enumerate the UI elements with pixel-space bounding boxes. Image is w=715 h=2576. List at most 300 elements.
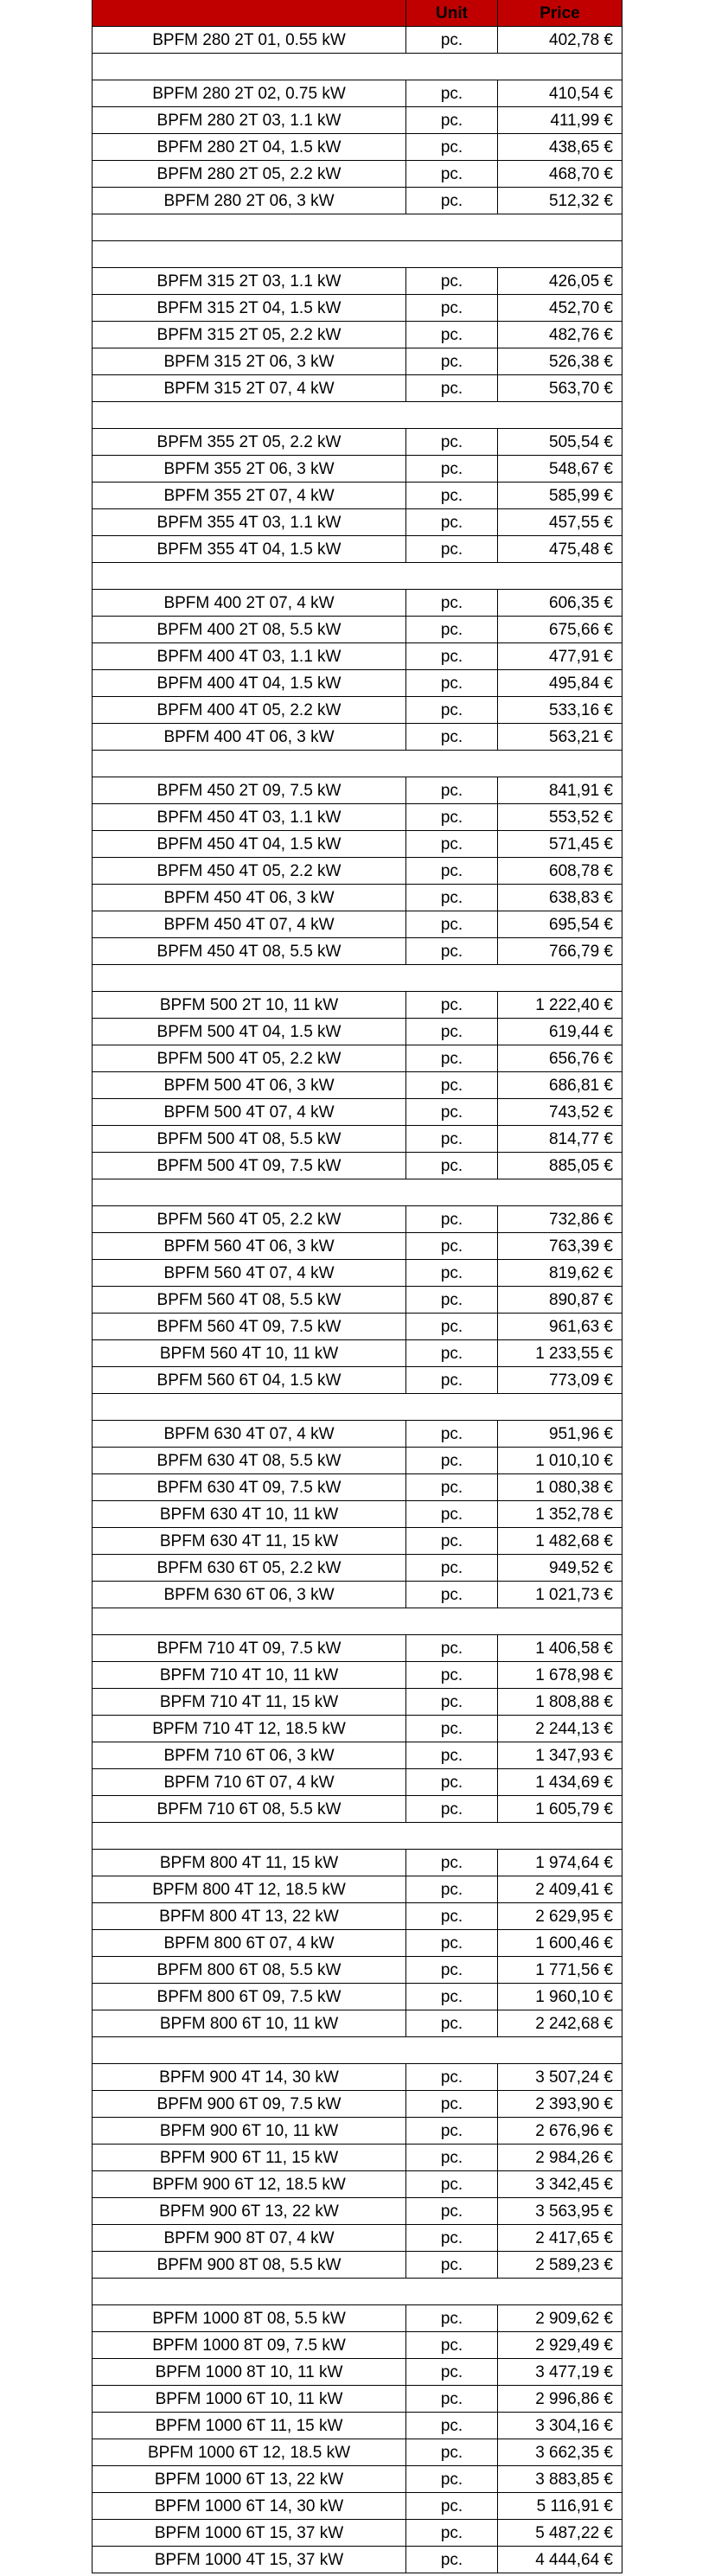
table-row <box>92 456 622 483</box>
price-cell: 2 393,90 € <box>498 2091 622 2118</box>
unit-cell: pc. <box>406 107 498 134</box>
unit-cell: pc. <box>406 1072 498 1099</box>
product-name-cell: BPFM 1000 8T 09, 7.5 kW <box>92 2332 406 2359</box>
spacer-row <box>92 563 622 590</box>
table-row <box>92 2547 622 2573</box>
table-row <box>92 2520 622 2547</box>
unit-cell: pc. <box>406 375 498 402</box>
spacer-cell <box>92 1179 622 1206</box>
unit-cell: pc. <box>406 1742 498 1769</box>
price-cell: 410,54 € <box>498 80 622 107</box>
product-name-cell: BPFM 315 2T 04, 1.5 kW <box>92 295 406 322</box>
product-name-cell: BPFM 560 4T 06, 3 kW <box>92 1233 406 1260</box>
price-cell: 533,16 € <box>498 697 622 724</box>
product-name-cell: BPFM 450 2T 09, 7.5 kW <box>92 777 406 804</box>
price-cell: 961,63 € <box>498 1314 622 1340</box>
price-cell: 1 010,10 € <box>498 1448 622 1474</box>
table-row <box>92 1635 622 1662</box>
price-cell: 563,21 € <box>498 724 622 751</box>
table-row <box>92 1876 622 1903</box>
price-cell: 2 589,23 € <box>498 2252 622 2279</box>
price-cell: 3 477,19 € <box>498 2359 622 2386</box>
price-cell: 743,52 € <box>498 1099 622 1126</box>
table-row <box>92 2198 622 2225</box>
unit-cell: pc. <box>406 2091 498 2118</box>
unit-cell: pc. <box>406 1314 498 1340</box>
unit-cell: pc. <box>406 1448 498 1474</box>
table-row <box>92 885 622 911</box>
table-row <box>92 1153 622 1179</box>
product-name-cell: BPFM 450 4T 04, 1.5 kW <box>92 831 406 858</box>
price-cell: 4 444,64 € <box>498 2547 622 2573</box>
product-name-cell: BPFM 450 4T 05, 2.2 kW <box>92 858 406 885</box>
price-cell: 819,62 € <box>498 1260 622 1287</box>
unit-cell: pc. <box>406 27 498 54</box>
unit-cell: pc. <box>406 2010 498 2037</box>
price-cell: 5 116,91 € <box>498 2493 622 2520</box>
unit-cell: pc. <box>406 2547 498 2573</box>
product-name-cell: BPFM 500 4T 07, 4 kW <box>92 1099 406 1126</box>
table-row <box>92 831 622 858</box>
table-row <box>92 858 622 885</box>
unit-cell: pc. <box>406 322 498 348</box>
price-cell: 638,83 € <box>498 885 622 911</box>
product-name-cell: BPFM 400 2T 07, 4 kW <box>92 590 406 617</box>
product-name-cell: BPFM 500 4T 04, 1.5 kW <box>92 1019 406 1045</box>
product-name-cell: BPFM 900 6T 11, 15 kW <box>92 2145 406 2171</box>
table-row <box>92 1072 622 1099</box>
spacer-row <box>92 1179 622 1206</box>
unit-cell: pc. <box>406 1421 498 1448</box>
unit-cell: pc. <box>406 2225 498 2252</box>
table-row <box>92 509 622 536</box>
price-cell: 585,99 € <box>498 483 622 509</box>
product-name-cell: BPFM 315 2T 06, 3 kW <box>92 348 406 375</box>
unit-cell: pc. <box>406 2386 498 2413</box>
unit-cell: pc. <box>406 2439 498 2466</box>
table-row <box>92 1421 622 1448</box>
unit-cell: pc. <box>406 134 498 161</box>
unit-cell: pc. <box>406 1984 498 2010</box>
unit-cell: pc. <box>406 858 498 885</box>
product-name-cell: BPFM 630 4T 08, 5.5 kW <box>92 1448 406 1474</box>
price-cell: 2 909,62 € <box>498 2305 622 2332</box>
table-row <box>92 1903 622 1930</box>
price-cell: 438,65 € <box>498 134 622 161</box>
table-row <box>92 1474 622 1501</box>
unit-cell: pc. <box>406 1045 498 1072</box>
price-cell: 526,38 € <box>498 348 622 375</box>
spacer-cell <box>92 965 622 992</box>
product-name-cell: BPFM 630 4T 07, 4 kW <box>92 1421 406 1448</box>
price-cell: 1 352,78 € <box>498 1501 622 1528</box>
unit-cell: pc. <box>406 1850 498 1876</box>
spacer-cell <box>92 563 622 590</box>
unit-cell: pc. <box>406 1501 498 1528</box>
price-cell: 2 996,86 € <box>498 2386 622 2413</box>
unit-cell: pc. <box>406 724 498 751</box>
product-name-cell: BPFM 1000 6T 13, 22 kW <box>92 2466 406 2493</box>
unit-cell: pc. <box>406 670 498 697</box>
product-name-cell: BPFM 400 4T 04, 1.5 kW <box>92 670 406 697</box>
price-cell: 686,81 € <box>498 1072 622 1099</box>
spacer-row <box>92 2037 622 2064</box>
table-row <box>92 2386 622 2413</box>
table-row <box>92 777 622 804</box>
price-cell: 1 600,46 € <box>498 1930 622 1957</box>
product-name-cell: BPFM 1000 6T 10, 11 kW <box>92 2386 406 2413</box>
spacer-cell <box>92 2279 622 2305</box>
table-row <box>92 617 622 643</box>
unit-cell: pc. <box>406 590 498 617</box>
table-row <box>92 2466 622 2493</box>
spacer-cell <box>92 2037 622 2064</box>
product-name-cell: BPFM 710 6T 06, 3 kW <box>92 1742 406 1769</box>
product-name-cell: BPFM 355 2T 07, 4 kW <box>92 483 406 509</box>
price-cell: 3 563,95 € <box>498 2198 622 2225</box>
product-name-cell: BPFM 560 4T 10, 11 kW <box>92 1340 406 1367</box>
price-cell: 3 883,85 € <box>498 2466 622 2493</box>
unit-cell: pc. <box>406 2466 498 2493</box>
unit-cell: pc. <box>406 161 498 188</box>
unit-cell: pc. <box>406 1019 498 1045</box>
product-name-cell: BPFM 1000 6T 15, 37 kW <box>92 2520 406 2547</box>
price-cell: 505,54 € <box>498 429 622 456</box>
unit-cell: pc. <box>406 617 498 643</box>
unit-cell: pc. <box>406 1769 498 1796</box>
table-row <box>92 1045 622 1072</box>
product-name-cell: BPFM 315 2T 05, 2.2 kW <box>92 322 406 348</box>
table-row <box>92 1957 622 1984</box>
product-name-cell: BPFM 800 6T 10, 11 kW <box>92 2010 406 2037</box>
unit-cell: pc. <box>406 831 498 858</box>
table-row <box>92 1850 622 1876</box>
product-name-cell: BPFM 1000 4T 15, 37 kW <box>92 2547 406 2573</box>
product-name-cell: BPFM 800 4T 13, 22 kW <box>92 1903 406 1930</box>
spacer-cell <box>92 1823 622 1850</box>
product-name-cell: BPFM 710 4T 10, 11 kW <box>92 1662 406 1689</box>
table-row <box>92 161 622 188</box>
table-row <box>92 2171 622 2198</box>
spacer-row <box>92 1608 622 1635</box>
price-cell: 1 678,98 € <box>498 1662 622 1689</box>
unit-cell: pc. <box>406 2064 498 2091</box>
unit-cell: pc. <box>406 1662 498 1689</box>
price-cell: 2 244,13 € <box>498 1716 622 1742</box>
unit-cell: pc. <box>406 885 498 911</box>
unit-cell: pc. <box>406 2493 498 2520</box>
unit-cell: pc. <box>406 2118 498 2145</box>
table-row <box>92 1716 622 1742</box>
table-row <box>92 1233 622 1260</box>
price-cell: 1 771,56 € <box>498 1957 622 1984</box>
price-cell: 619,44 € <box>498 1019 622 1045</box>
product-name-cell: BPFM 900 4T 14, 30 kW <box>92 2064 406 2091</box>
product-name-cell: BPFM 900 8T 07, 4 kW <box>92 2225 406 2252</box>
product-name-cell: BPFM 280 2T 01, 0.55 kW <box>92 27 406 54</box>
spacer-row <box>92 2279 622 2305</box>
price-cell: 1 808,88 € <box>498 1689 622 1716</box>
table-row <box>92 911 622 938</box>
table-row <box>92 2493 622 2520</box>
price-cell: 548,67 € <box>498 456 622 483</box>
product-name-cell: BPFM 560 4T 07, 4 kW <box>92 1260 406 1287</box>
table-row <box>92 2118 622 2145</box>
price-cell: 814,77 € <box>498 1126 622 1153</box>
table-row <box>92 375 622 402</box>
unit-cell: pc. <box>406 2332 498 2359</box>
unit-cell: pc. <box>406 1206 498 1233</box>
table-row <box>92 348 622 375</box>
product-name-cell: BPFM 280 2T 05, 2.2 kW <box>92 161 406 188</box>
table-row <box>92 938 622 965</box>
price-cell: 1 406,58 € <box>498 1635 622 1662</box>
product-name-cell: BPFM 355 2T 05, 2.2 kW <box>92 429 406 456</box>
price-cell: 2 676,96 € <box>498 2118 622 2145</box>
table-body <box>92 27 622 2573</box>
product-name-cell: BPFM 280 2T 02, 0.75 kW <box>92 80 406 107</box>
price-cell: 773,09 € <box>498 1367 622 1394</box>
price-cell: 763,39 € <box>498 1233 622 1260</box>
table-row <box>92 1367 622 1394</box>
table-row <box>92 429 622 456</box>
spacer-row <box>92 751 622 777</box>
price-cell: 608,78 € <box>498 858 622 885</box>
price-cell: 1 482,68 € <box>498 1528 622 1555</box>
unit-cell: pc. <box>406 1689 498 1716</box>
price-cell: 656,76 € <box>498 1045 622 1072</box>
price-cell: 1 605,79 € <box>498 1796 622 1823</box>
table-row <box>92 2413 622 2439</box>
spacer-row <box>92 402 622 429</box>
price-cell: 841,91 € <box>498 777 622 804</box>
product-name-cell: BPFM 630 4T 10, 11 kW <box>92 1501 406 1528</box>
spacer-row <box>92 1823 622 1850</box>
product-name-cell: BPFM 315 2T 03, 1.1 kW <box>92 268 406 295</box>
price-cell: 452,70 € <box>498 295 622 322</box>
table-row <box>92 107 622 134</box>
table-row <box>92 134 622 161</box>
spacer-row <box>92 241 622 268</box>
unit-cell: pc. <box>406 777 498 804</box>
table-row <box>92 1796 622 1823</box>
product-name-cell: BPFM 710 6T 08, 5.5 kW <box>92 1796 406 1823</box>
product-name-cell: BPFM 450 4T 07, 4 kW <box>92 911 406 938</box>
price-cell: 1 974,64 € <box>498 1850 622 1876</box>
product-name-cell: BPFM 710 4T 12, 18.5 kW <box>92 1716 406 1742</box>
table-row <box>92 2064 622 2091</box>
spacer-cell <box>92 214 622 241</box>
product-name-cell: BPFM 500 4T 09, 7.5 kW <box>92 1153 406 1179</box>
unit-cell: pc. <box>406 992 498 1019</box>
table-row <box>92 2010 622 2037</box>
unit-cell: pc. <box>406 1340 498 1367</box>
price-cell: 553,52 € <box>498 804 622 831</box>
product-name-cell: BPFM 355 4T 04, 1.5 kW <box>92 536 406 563</box>
price-cell: 2 984,26 € <box>498 2145 622 2171</box>
table-row <box>92 1260 622 1287</box>
unit-cell: pc. <box>406 911 498 938</box>
product-name-cell: BPFM 280 2T 04, 1.5 kW <box>92 134 406 161</box>
table-row <box>92 1769 622 1796</box>
product-name-cell: BPFM 560 6T 04, 1.5 kW <box>92 1367 406 1394</box>
unit-cell: pc. <box>406 1260 498 1287</box>
spacer-row <box>92 965 622 992</box>
product-name-cell: BPFM 1000 6T 14, 30 kW <box>92 2493 406 2520</box>
unit-cell: pc. <box>406 1555 498 1582</box>
spacer-row <box>92 1394 622 1421</box>
table-row <box>92 1019 622 1045</box>
product-name-cell: BPFM 560 4T 05, 2.2 kW <box>92 1206 406 1233</box>
table-row <box>92 992 622 1019</box>
unit-cell: pc. <box>406 1582 498 1608</box>
table-row <box>92 1582 622 1608</box>
product-name-cell: BPFM 400 4T 05, 2.2 kW <box>92 697 406 724</box>
product-name-cell: BPFM 710 4T 11, 15 kW <box>92 1689 406 1716</box>
product-name-cell: BPFM 800 6T 08, 5.5 kW <box>92 1957 406 1984</box>
table-row <box>92 295 622 322</box>
unit-cell: pc. <box>406 2198 498 2225</box>
unit-cell: pc. <box>406 456 498 483</box>
product-name-cell: BPFM 630 6T 06, 3 kW <box>92 1582 406 1608</box>
table-row <box>92 643 622 670</box>
product-name-cell: BPFM 1000 6T 12, 18.5 kW <box>92 2439 406 2466</box>
price-cell: 2 409,41 € <box>498 1876 622 1903</box>
unit-cell: pc. <box>406 536 498 563</box>
product-name-cell: BPFM 630 4T 11, 15 kW <box>92 1528 406 1555</box>
unit-cell: pc. <box>406 2359 498 2386</box>
unit-cell: pc. <box>406 643 498 670</box>
price-cell: 951,96 € <box>498 1421 622 1448</box>
unit-cell: pc. <box>406 188 498 214</box>
table-row <box>92 268 622 295</box>
price-cell: 732,86 € <box>498 1206 622 1233</box>
spacer-cell <box>92 751 622 777</box>
unit-cell: pc. <box>406 295 498 322</box>
product-name-cell: BPFM 630 6T 05, 2.2 kW <box>92 1555 406 1582</box>
product-name-cell: BPFM 400 4T 03, 1.1 kW <box>92 643 406 670</box>
price-cell: 766,79 € <box>498 938 622 965</box>
price-cell: 477,91 € <box>498 643 622 670</box>
price-cell: 3 342,45 € <box>498 2171 622 2198</box>
product-name-cell: BPFM 900 8T 08, 5.5 kW <box>92 2252 406 2279</box>
header-unit: Unit <box>406 0 498 27</box>
product-name-cell: BPFM 900 6T 12, 18.5 kW <box>92 2171 406 2198</box>
table-row <box>92 1555 622 1582</box>
product-name-cell: BPFM 710 4T 09, 7.5 kW <box>92 1635 406 1662</box>
price-cell: 695,54 € <box>498 911 622 938</box>
header-product <box>92 0 406 27</box>
price-cell: 2 242,68 € <box>498 2010 622 2037</box>
table-row <box>92 2359 622 2386</box>
unit-cell: pc. <box>406 1233 498 1260</box>
price-cell: 475,48 € <box>498 536 622 563</box>
price-cell: 426,05 € <box>498 268 622 295</box>
unit-cell: pc. <box>406 483 498 509</box>
spacer-row <box>92 214 622 241</box>
price-cell: 606,35 € <box>498 590 622 617</box>
table-row <box>92 80 622 107</box>
product-name-cell: BPFM 280 2T 03, 1.1 kW <box>92 107 406 134</box>
product-name-cell: BPFM 800 6T 09, 7.5 kW <box>92 1984 406 2010</box>
product-name-cell: BPFM 400 2T 08, 5.5 kW <box>92 617 406 643</box>
table-row <box>92 2305 622 2332</box>
table-row <box>92 804 622 831</box>
price-cell: 495,84 € <box>498 670 622 697</box>
table-row <box>92 1742 622 1769</box>
product-name-cell: BPFM 800 4T 11, 15 kW <box>92 1850 406 1876</box>
table-row <box>92 483 622 509</box>
price-cell: 675,66 € <box>498 617 622 643</box>
unit-cell: pc. <box>406 2413 498 2439</box>
unit-cell: pc. <box>406 1635 498 1662</box>
price-cell: 468,70 € <box>498 161 622 188</box>
product-name-cell: BPFM 800 6T 07, 4 kW <box>92 1930 406 1957</box>
price-cell: 1 960,10 € <box>498 1984 622 2010</box>
unit-cell: pc. <box>406 1796 498 1823</box>
product-name-cell: BPFM 800 4T 12, 18.5 kW <box>92 1876 406 1903</box>
unit-cell: pc. <box>406 1957 498 1984</box>
product-name-cell: BPFM 500 4T 06, 3 kW <box>92 1072 406 1099</box>
unit-cell: pc. <box>406 1903 498 1930</box>
price-cell: 1 233,55 € <box>498 1340 622 1367</box>
product-name-cell: BPFM 450 4T 03, 1.1 kW <box>92 804 406 831</box>
price-cell: 571,45 € <box>498 831 622 858</box>
unit-cell: pc. <box>406 268 498 295</box>
product-name-cell: BPFM 560 4T 09, 7.5 kW <box>92 1314 406 1340</box>
table-row <box>92 1501 622 1528</box>
price-cell: 1 080,38 € <box>498 1474 622 1501</box>
unit-cell: pc. <box>406 697 498 724</box>
spacer-cell <box>92 54 622 80</box>
price-cell: 3 304,16 € <box>498 2413 622 2439</box>
price-cell: 2 929,49 € <box>498 2332 622 2359</box>
product-name-cell: BPFM 500 2T 10, 11 kW <box>92 992 406 1019</box>
price-cell: 5 487,22 € <box>498 2520 622 2547</box>
unit-cell: pc. <box>406 1287 498 1314</box>
spacer-cell <box>92 1608 622 1635</box>
price-cell: 402,78 € <box>498 27 622 54</box>
unit-cell: pc. <box>406 80 498 107</box>
table-row <box>92 1984 622 2010</box>
product-name-cell: BPFM 355 2T 06, 3 kW <box>92 456 406 483</box>
price-cell: 1 222,40 € <box>498 992 622 1019</box>
unit-cell: pc. <box>406 1528 498 1555</box>
spacer-cell <box>92 402 622 429</box>
price-cell: 482,76 € <box>498 322 622 348</box>
unit-cell: pc. <box>406 2252 498 2279</box>
price-cell: 1 021,73 € <box>498 1582 622 1608</box>
unit-cell: pc. <box>406 2520 498 2547</box>
unit-cell: pc. <box>406 1153 498 1179</box>
price-cell: 512,32 € <box>498 188 622 214</box>
table-row <box>92 1448 622 1474</box>
table-row <box>92 1287 622 1314</box>
spacer-cell <box>92 1394 622 1421</box>
unit-cell: pc. <box>406 804 498 831</box>
product-name-cell: BPFM 900 6T 10, 11 kW <box>92 2118 406 2145</box>
unit-cell: pc. <box>406 1474 498 1501</box>
price-cell: 3 507,24 € <box>498 2064 622 2091</box>
price-table <box>92 0 622 2573</box>
price-cell: 411,99 € <box>498 107 622 134</box>
table-row <box>92 27 622 54</box>
table-row <box>92 2225 622 2252</box>
table-row <box>92 2252 622 2279</box>
unit-cell: pc. <box>406 2305 498 2332</box>
unit-cell: pc. <box>406 1367 498 1394</box>
price-cell: 1 434,69 € <box>498 1769 622 1796</box>
